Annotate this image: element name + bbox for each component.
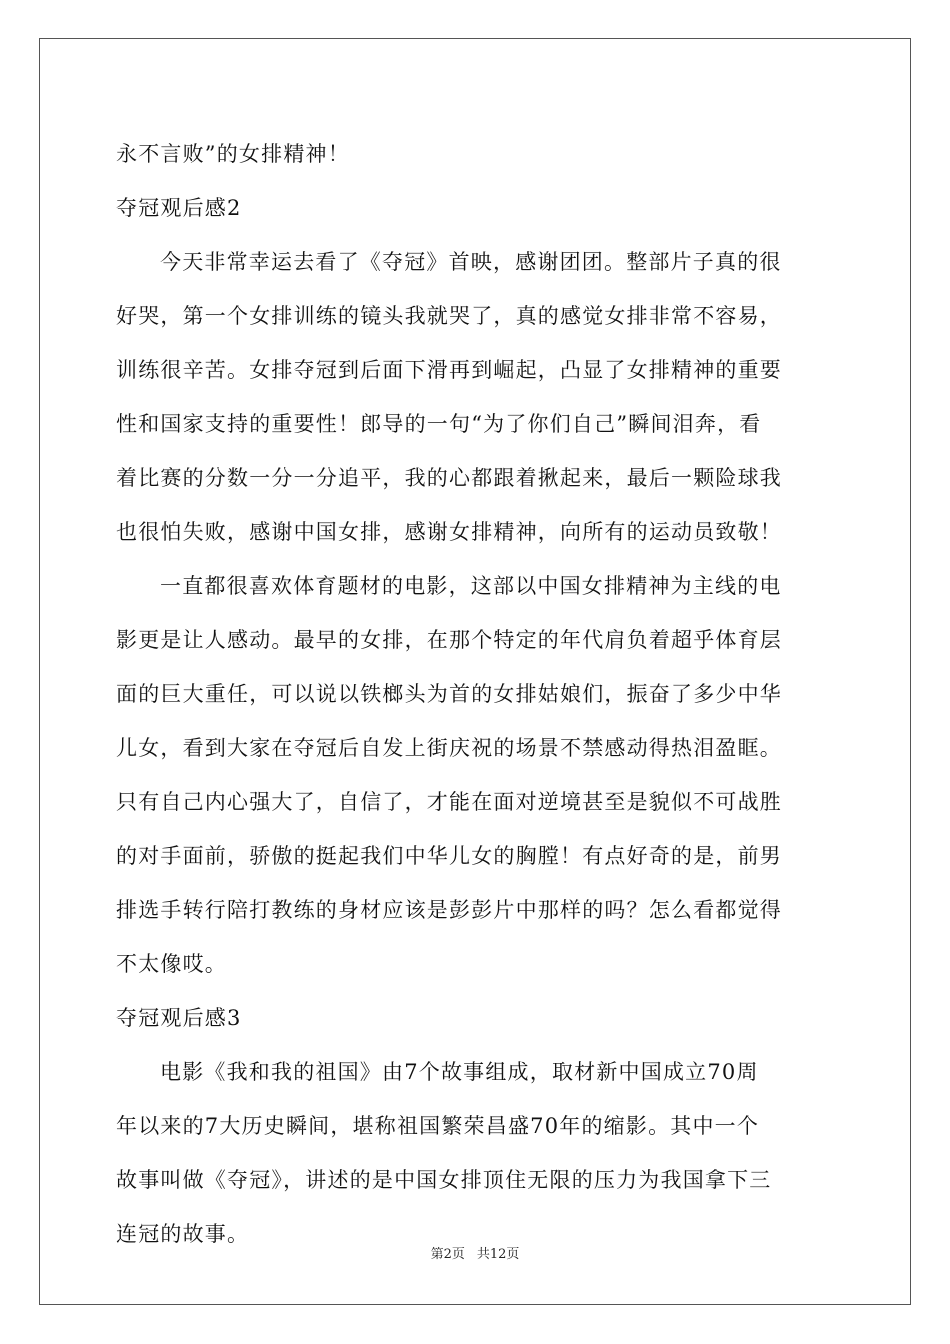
document-body [116,127,836,1261]
paragraph-line: 排选手转行陪打教练的身材应该是彭彭片中那样的吗？怎么看都觉得 [116,898,782,922]
paragraph-line: 儿女，看到大家在夺冠后自发上街庆祝的场景不禁感动得热泪盈眶。 [116,736,782,760]
paragraph-line: 今天非常幸运去看了《夺冠》首映，感谢团团。整部片子真的很 [160,250,782,274]
section-heading: 夺冠观后感3 [116,1006,242,1030]
paragraph-line: 永不言败”的女排精神！ [116,142,350,166]
page-total: 共12页 [476,1247,520,1262]
paragraph-line: 年以来的7大历史瞬间，堪称祖国繁荣昌盛70年的缩影。其中一个 [116,1114,760,1138]
paragraph-line: 的对手面前，骄傲的挺起我们中华儿女的胸膛！有点好奇的是，前男 [116,844,782,868]
page-footer [0,1246,950,1264]
paragraph-line: 不太像哎。 [116,952,227,976]
paragraph-line: 电影《我和我的祖国》由7个故事组成，取材新中国成立70周 [160,1060,759,1084]
paragraph-line: 一直都很喜欢体育题材的电影，这部以中国女排精神为主线的电 [160,574,782,598]
paragraph-line: 也很怕失败，感谢中国女排，感谢女排精神，向所有的运动员致敬！ [116,520,782,544]
section-heading: 夺冠观后感2 [116,196,242,220]
paragraph-line: 连冠的故事。 [116,1222,250,1246]
paragraph-line: 只有自己内心强大了，自信了，才能在面对逆境甚至是貌似不可战胜 [116,790,782,814]
paragraph-line: 好哭，第一个女排训练的镜头我就哭了，真的感觉女排非常不容易， [116,304,782,328]
paragraph-line: 训练很辛苦。女排夺冠到后面下滑再到崛起，凸显了女排精神的重要 [116,358,782,382]
paragraph-line: 着比赛的分数一分一分追平，我的心都跟着揪起来，最后一颗险球我 [116,466,782,490]
page-number: 第2页 [430,1247,465,1262]
paragraph-line: 性和国家支持的重要性！郎导的一句“为了你们自己”瞬间泪奔，看 [116,412,762,436]
paragraph-line: 影更是让人感动。最早的女排，在那个特定的年代肩负着超乎体育层 [116,628,782,652]
paragraph-line: 面的巨大重任，可以说以铁榔头为首的女排姑娘们，振奋了多少中华 [116,682,782,706]
paragraph-line: 故事叫做《夺冠》，讲述的是中国女排顶住无限的压力为我国拿下三 [116,1168,772,1192]
